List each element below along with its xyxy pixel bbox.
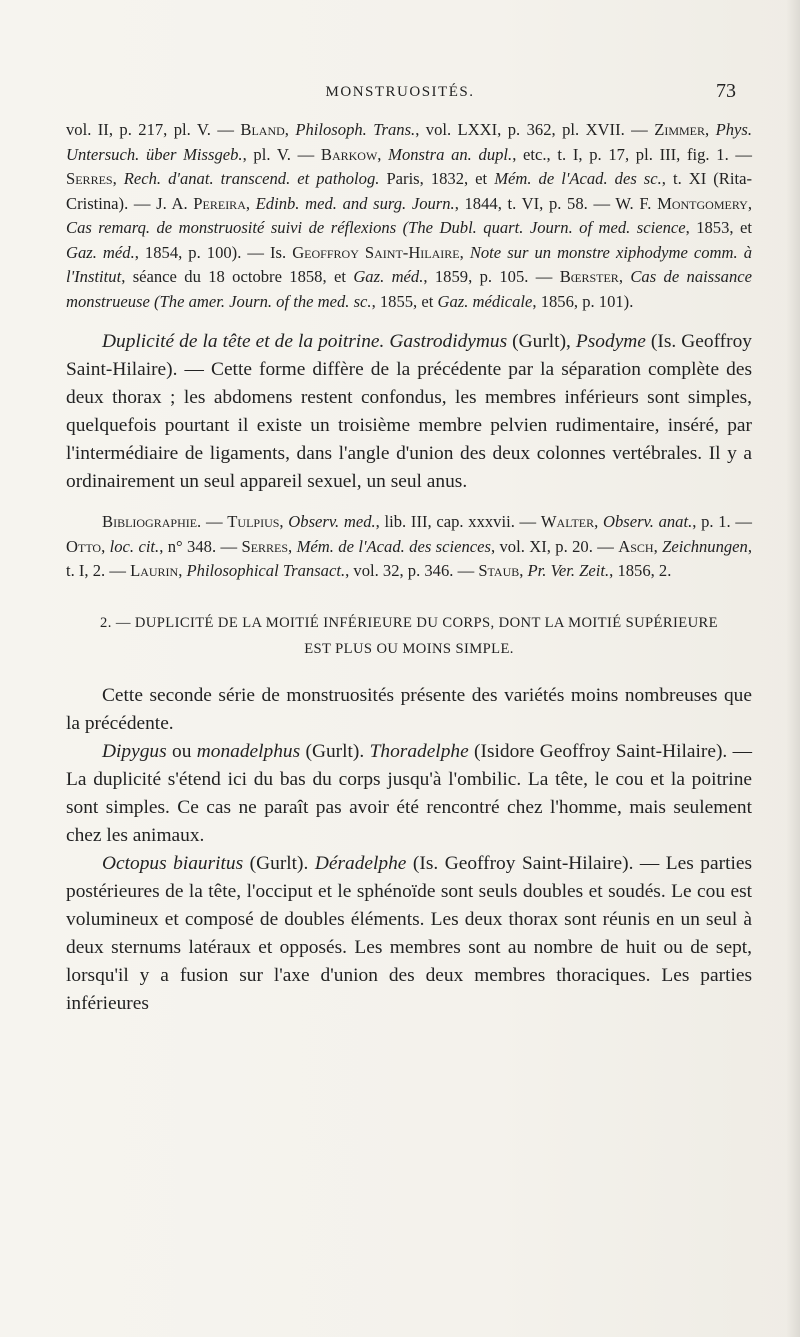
- work-title: loc. cit.: [109, 536, 160, 556]
- text-run: , 1856, 2.: [609, 561, 672, 580]
- text-run: , 1855, et: [371, 291, 438, 311]
- author-name: Otto: [66, 536, 102, 556]
- term: Psodyme: [575, 331, 646, 352]
- text-run: ,: [284, 120, 296, 139]
- term: Octopus biauritus: [102, 852, 244, 874]
- term: Déradelphe: [314, 852, 407, 874]
- work-title: Gaz. médicale: [437, 291, 533, 311]
- text-run: —: [201, 512, 228, 531]
- text-run: ,: [653, 536, 663, 556]
- term: Thoradelphe: [369, 740, 469, 762]
- work-title: Mém. de l'Acad. des sc.: [494, 169, 662, 188]
- author-name: Geoffroy Saint-Hilaire: [292, 242, 460, 262]
- page-number: 73: [716, 80, 736, 102]
- work-title: Philosophical Transact.: [186, 561, 346, 580]
- term: monadelphus: [196, 740, 301, 762]
- text-run: ,: [178, 561, 187, 580]
- work-title: Observ. anat.: [603, 512, 693, 531]
- text-run: , p. 1. —: [692, 512, 753, 531]
- work-title: Edinb. med. and surg. Journ.: [255, 193, 455, 213]
- text-run: , séance du 18 octobre 1858, et: [121, 267, 354, 286]
- text-run: (Is. Geoffroy Saint-Hilaire). — Les parties postérieures de la tête, l'occiput et le sphénoïde sont seuls doubles et soudés. Le cou est volumineux et composé de doubles éléments. Les deux thorax sont réunis en un seul à deux sternums latéraux et opposés. Les membres sont au nombre de huit ou de sept, lorsqu'il y a fusion sur l'axe d'union des deux membres thoraciques. Les parties inférieures: [66, 852, 752, 1014]
- author-name: Asch: [618, 536, 654, 556]
- text-run: , t. XI (Rita-Cristina). — J. A.: [66, 169, 752, 213]
- text-run: (Isidore Geoffroy Saint-Hilaire). — La duplicité s'étend ici du bas du corps jusqu'à l'ombilic. La tête, le cou et la poitrine sont simples. Ce cas ne paraît pas avoir été rencontré chez l'homme, mais seulement chez les animaux.: [66, 740, 753, 846]
- author-name: Bland: [240, 120, 285, 139]
- text-run: , vol. XI, p. 20. —: [490, 536, 619, 556]
- text-run: , vol. LXXI, p. 362, pl. XVII. —: [415, 120, 655, 139]
- text-run: , vol. 32, p. 346. —: [345, 561, 479, 580]
- text-run: ,: [377, 144, 389, 164]
- bibliography-continuation: [66, 118, 752, 314]
- text-run: , 1854, p. 100). — Is.: [134, 242, 293, 262]
- work-title: Cas de naissance monstrueuse (The amer. Journ. of the med. sc.: [66, 267, 752, 311]
- paragraph-octopus: [66, 850, 752, 1018]
- text-run: ,: [112, 169, 124, 188]
- work-title: Philosoph. Trans.: [295, 120, 416, 139]
- text-run: , t. I, 2. —: [66, 536, 752, 580]
- text-run: , 1859, p. 105. —: [423, 267, 560, 286]
- text-run: (Gurlt),: [507, 331, 576, 352]
- text-run: , n° 348. —: [159, 536, 242, 556]
- text-run: ,: [747, 193, 753, 213]
- text-run: ,: [101, 536, 110, 556]
- page-body: [66, 118, 752, 1018]
- text-run: (Gurlt).: [243, 852, 315, 874]
- work-title: Gaz. méd.: [66, 242, 135, 262]
- author-name: Zimmer: [654, 120, 706, 139]
- paragraph-dipygus: [66, 738, 752, 850]
- author-name: Serres: [66, 169, 113, 188]
- text-run: ,: [288, 536, 297, 556]
- running-title: MONSTRUOSITÉS.: [325, 84, 475, 100]
- work-title: Monstra an. dupl.: [388, 144, 513, 164]
- page-header: [0, 78, 800, 108]
- text-run: , 1853, et: [685, 218, 752, 237]
- work-title: Phys. Untersuch. über Missgeb.: [66, 120, 752, 164]
- text-run: ,: [705, 120, 716, 139]
- author-name: Staub: [478, 561, 520, 580]
- spacer: [66, 584, 752, 610]
- text-run: (Is. Geoffroy Saint-Hilaire). — Cette forme diffère de la précédente par la séparation complète des deux thorax ; les abdomens restent confondus, les membres inférieurs sont simples, quelquefois pourtant il existe un troisième membre pelvien rudimentaire, inséré, par l'intermédiaire de ligaments, dans l'angle d'union des deux colonnes vertébrales. Il y a ordinairement un seul appareil sexuel, un seul anus.: [66, 331, 752, 492]
- text-run: vol. II, p. 217, pl. V. —: [66, 120, 241, 139]
- author-name: Walter: [540, 512, 595, 531]
- text-run: , etc., t. I, p. 17, pl. III, fig. 1. —: [512, 144, 753, 164]
- work-title: Gaz. méd.: [353, 267, 424, 286]
- author-name: Tulpius: [227, 512, 280, 531]
- text-run: ,: [618, 267, 631, 286]
- text-run: ,: [279, 512, 289, 531]
- spacer: [66, 496, 752, 510]
- text-run: ,: [519, 561, 528, 580]
- text-run: , lib. III, cap. xxxvii. —: [375, 512, 541, 531]
- bibliography-gastrodidymus: [66, 510, 752, 584]
- section-heading: 2. — DUPLICITÉ DE LA MOITIÉ INFÉRIEURE DU CORPS, DONT LA MOITIÉ SUPÉRIEURE EST PLUS OU MOINS SIMPLE.: [100, 614, 718, 657]
- work-title: Mém. de l'Acad. des sciences: [296, 536, 491, 556]
- text-run: ,: [245, 193, 256, 213]
- page-edge-shadow: [786, 0, 800, 1337]
- text-run: (Gurlt).: [300, 740, 370, 762]
- text-run: ,: [459, 242, 470, 262]
- work-title: Pr. Ver. Zeit.: [527, 561, 610, 580]
- bibliography-label: Bibliographie.: [102, 512, 202, 531]
- text-run: Paris, 1832, et: [379, 169, 495, 188]
- text-run: , pl. V. —: [242, 144, 321, 164]
- author-name: Laurin: [130, 561, 179, 580]
- text-run: ,: [594, 512, 603, 531]
- paragraph-intro: Cette seconde série de monstruosités présente des variétés moins nombreuses que la précédente.: [66, 684, 752, 734]
- work-title: Cas remarq. de monstruosité suivi de réflexions (The Dubl. quart. Journ. of med. science: [66, 218, 686, 237]
- author-name: Montgomery: [657, 193, 748, 213]
- text-run: , 1856, p. 101).: [532, 291, 634, 311]
- spacer: [66, 662, 752, 682]
- text-run: , 1844, t. VI, p. 58. — W. F.: [454, 193, 658, 213]
- term: Duplicité de la tête et de la poitrine. Gastrodidymus: [102, 331, 508, 352]
- author-name: Bœrster: [559, 267, 619, 286]
- author-name: Serres: [241, 536, 289, 556]
- text-run: ou: [166, 740, 197, 762]
- work-title: Note sur un monstre xiphodyme comm. à l'Institut: [66, 242, 752, 286]
- work-title: Zeichnungen: [662, 536, 748, 556]
- spacer: [66, 314, 752, 328]
- work-title: Rech. d'anat. transcend. et patholog.: [123, 169, 380, 188]
- paragraph-gastrodidymus: [66, 328, 752, 496]
- author-name: Barkow: [320, 144, 378, 164]
- work-title: Observ. med.: [288, 512, 376, 531]
- term: Dipygus: [102, 740, 167, 762]
- author-name: Pereira: [193, 193, 246, 213]
